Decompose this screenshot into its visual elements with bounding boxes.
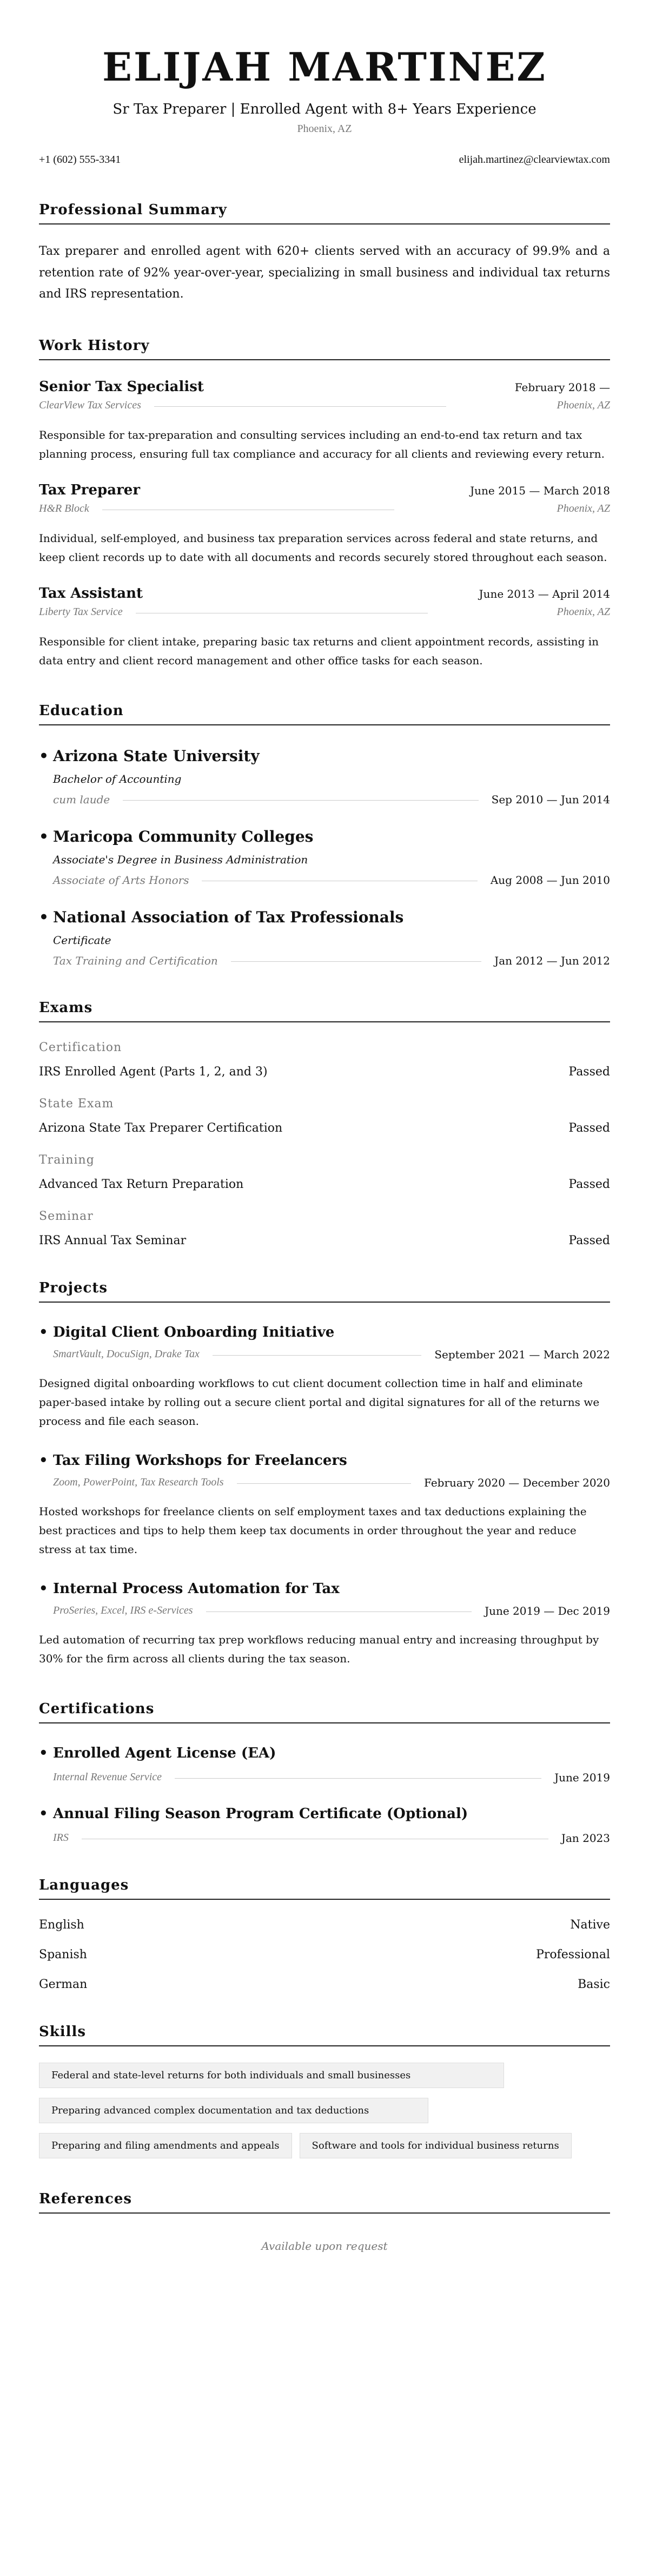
exam-name: IRS Annual Tax Seminar — [39, 1233, 187, 1247]
certification-org: Internal Revenue Service — [53, 1771, 162, 1784]
exam-name: Arizona State Tax Preparer Certification — [39, 1121, 283, 1135]
education-dates: Aug 2008 — Jun 2010 — [490, 873, 610, 887]
project-item — [39, 1452, 610, 1559]
project-dates: September 2021 — March 2022 — [434, 1348, 610, 1361]
job-title: Tax Preparer — [39, 481, 141, 498]
job-dates: June 2015 — March 2018 — [470, 484, 610, 497]
leader-line — [175, 1778, 541, 1779]
project-tools: ProSeries, Excel, IRS e-Services — [53, 1604, 193, 1617]
exam-label: Certification — [39, 1040, 122, 1054]
headline: Sr Tax Preparer | Enrolled Agent with 8+ Years Experience — [112, 101, 537, 118]
section-title-languages: Languages — [39, 1877, 610, 1900]
exam-item — [39, 1097, 610, 1135]
job-title: Tax Assistant — [39, 585, 143, 602]
exam-item — [39, 1210, 610, 1247]
skill-tag: Preparing advanced complex documentation and tax deductions — [39, 2098, 428, 2123]
leader-line — [213, 1355, 421, 1356]
language-name: German — [39, 1977, 88, 1991]
experience-item — [39, 379, 610, 464]
section-title-references: References — [39, 2191, 610, 2214]
language-level: Basic — [578, 1977, 610, 1991]
education-item — [39, 747, 610, 806]
experience-item — [39, 482, 610, 567]
exam-result: Passed — [568, 1065, 610, 1079]
skill-tags — [39, 2063, 610, 2158]
project-dates: February 2020 — December 2020 — [424, 1476, 610, 1489]
certification-title: Enrolled Agent License (EA) — [53, 1745, 276, 1761]
project-description: Led automation of recurring tax prep workflows reducing manual entry and increasing throughput by 30% for the firm across all clients during the tax season. — [39, 1633, 599, 1665]
company: ClearView Tax Services — [39, 399, 141, 411]
company: Liberty Tax Service — [39, 605, 123, 618]
project-tools: Zoom, PowerPoint, Tax Research Tools — [53, 1476, 224, 1489]
bullet-icon: • — [39, 827, 49, 846]
section-title-exams: Exams — [39, 1000, 610, 1022]
leader-line — [231, 961, 481, 962]
certification-date: Jan 2023 — [561, 1831, 610, 1845]
school-name: Maricopa Community Colleges — [53, 827, 314, 846]
certification-date: June 2019 — [554, 1771, 610, 1784]
leader-line — [206, 1611, 472, 1612]
section-title-skills: Skills — [39, 2024, 610, 2046]
skill-tag: Software and tools for individual business returns — [300, 2133, 572, 2158]
project-dates: June 2019 — Dec 2019 — [485, 1604, 610, 1617]
candidate-name: ELIJAH MARTINEZ — [102, 44, 547, 90]
project-title: Internal Process Automation for Tax — [53, 1580, 340, 1597]
section-title-certifications: Certifications — [39, 1701, 610, 1723]
exam-result: Passed — [568, 1233, 610, 1247]
company: H&R Block — [39, 502, 89, 514]
contact-row — [39, 154, 610, 166]
job-location: Phoenix, AZ — [557, 399, 610, 411]
education-note: Associate of Arts Honors — [53, 873, 189, 887]
certification-item — [39, 1745, 610, 1784]
exam-label: Training — [39, 1153, 95, 1167]
project-description: Designed digital onboarding workflows to cut client document collection time in half and eliminate paper-based intake by rolling out a secure client portal and digital signatures for all of the returns we process and file each season. — [39, 1376, 600, 1428]
language-level: Professional — [536, 1947, 610, 1961]
job-description: Responsible for tax-preparation and consulting services including an end-to-end tax return and tax planning process, ensuring full tax compliance and accuracy for all clients and reviewing every return. — [39, 428, 605, 460]
education-note: cum laude — [53, 792, 110, 806]
education-dates: Jan 2012 — Jun 2012 — [494, 954, 610, 967]
degree: Bachelor of Accounting — [53, 772, 182, 785]
job-dates: February 2018 — — [514, 380, 610, 394]
section-title-summary: Professional Summary — [39, 202, 610, 224]
certification-title: Annual Filing Season Program Certificate (Optional) — [53, 1805, 468, 1822]
language-name: English — [39, 1918, 84, 1932]
email[interactable]: elijah.martinez@clearviewtax.com — [459, 154, 610, 166]
exam-label: Seminar — [39, 1209, 94, 1223]
education-item — [39, 828, 610, 887]
bullet-icon: • — [39, 1805, 48, 1822]
bullet-icon: • — [39, 1324, 48, 1340]
bullet-icon: • — [39, 1580, 48, 1597]
leader-line — [123, 800, 478, 801]
education-item — [39, 908, 610, 967]
exam-result: Passed — [568, 1121, 610, 1135]
skill-tag: Federal and state-level returns for both individuals and small businesses — [39, 2063, 504, 2088]
language-item — [39, 1948, 610, 1961]
exam-name: IRS Enrolled Agent (Parts 1, 2, and 3) — [39, 1065, 268, 1079]
project-item — [39, 1324, 610, 1431]
job-description: Responsible for client intake, preparing basic tax returns and client appointment records, assisting in data entry and client record management and other office tasks for each season. — [39, 635, 599, 667]
project-title: Tax Filing Workshops for Freelancers — [53, 1452, 347, 1469]
school-name: Arizona State University — [53, 747, 260, 765]
leader-line — [154, 406, 446, 407]
phone[interactable]: +1 (602) 555-3341 — [39, 154, 121, 166]
language-item — [39, 1918, 610, 1932]
bullet-icon: • — [39, 1452, 48, 1469]
language-level: Native — [570, 1918, 610, 1932]
exam-item — [39, 1153, 610, 1191]
project-item — [39, 1581, 610, 1668]
language-item — [39, 1978, 610, 1991]
certification-item — [39, 1806, 610, 1845]
job-title: Senior Tax Specialist — [39, 378, 204, 395]
exam-result: Passed — [568, 1177, 610, 1191]
summary-text: Tax preparer and enrolled agent with 620+ clients served with an accuracy of 99.9% and a retention rate of 92% year-over-year, specializing in small business and individual tax returns and IRS representation. — [39, 245, 610, 301]
degree: Certificate — [53, 933, 111, 947]
bullet-icon: • — [39, 747, 49, 765]
exam-name: Advanced Tax Return Preparation — [39, 1177, 244, 1191]
job-location: Phoenix, AZ — [557, 502, 610, 514]
project-description: Hosted workshops for freelance clients on self employment taxes and tax deductions explaining the best practices and tips to help them keep tax documents in order throughout the year and reduce stress at tax time. — [39, 1504, 587, 1556]
section-title-projects: Projects — [39, 1280, 610, 1303]
exam-label: State Exam — [39, 1097, 114, 1111]
education-dates: Sep 2010 — Jun 2014 — [491, 792, 610, 806]
experience-item — [39, 585, 610, 670]
project-title: Digital Client Onboarding Initiative — [53, 1324, 335, 1340]
exam-item — [39, 1041, 610, 1079]
section-title-experience: Work History — [39, 338, 610, 360]
job-location: Phoenix, AZ — [557, 605, 610, 618]
references-text: Available upon request — [261, 2239, 388, 2253]
skill-tag: Preparing and filing amendments and appeals — [39, 2133, 292, 2158]
leader-line — [237, 1483, 411, 1484]
job-description: Individual, self-employed, and business tax preparation services across federal and state returns, and keep client records up to date with all documents and records securely stored throughout each season. — [39, 531, 607, 564]
language-name: Spanish — [39, 1947, 87, 1961]
certification-org: IRS — [53, 1832, 69, 1844]
project-tools: SmartVault, DocuSign, Drake Tax — [53, 1348, 200, 1360]
section-title-education: Education — [39, 703, 610, 725]
location: Phoenix, AZ — [297, 123, 352, 135]
bullet-icon: • — [39, 1745, 48, 1761]
school-name: National Association of Tax Professionals — [53, 908, 404, 926]
bullet-icon: • — [39, 908, 49, 926]
degree: Associate's Degree in Business Administration — [53, 853, 308, 866]
job-dates: June 2013 — April 2014 — [479, 587, 610, 600]
education-note: Tax Training and Certification — [53, 954, 218, 967]
